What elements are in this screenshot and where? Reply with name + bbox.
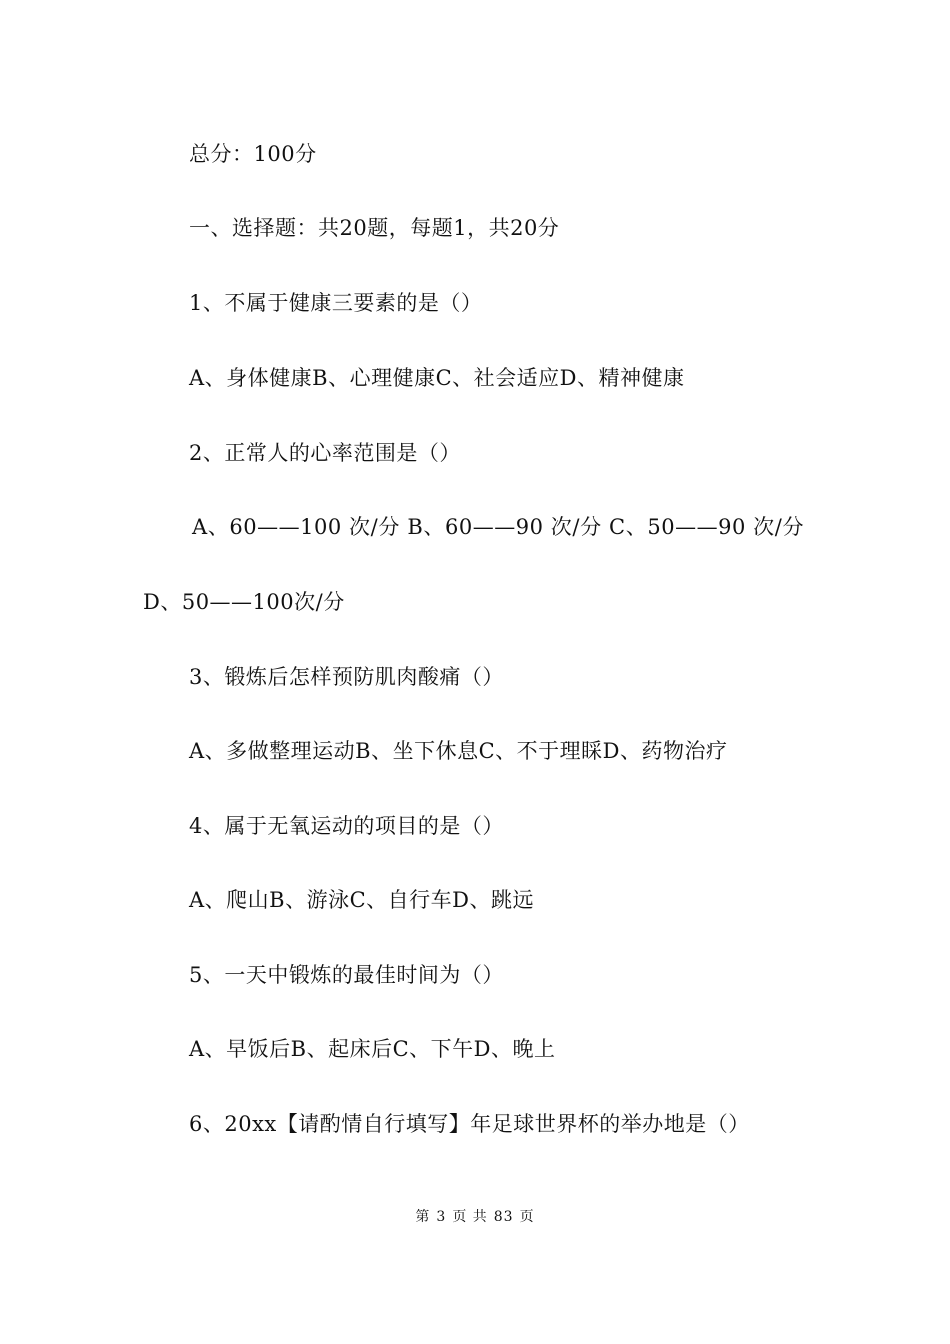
- footer-middle: 页 共: [452, 1209, 488, 1225]
- page-footer: [0, 1208, 950, 1226]
- question-6: 6、20xx【请酌情自行填写】年足球世界杯的举办地是（）: [189, 1112, 750, 1136]
- question-3-options: A、多做整理运动B、坐下休息C、不于理睬D、药物治疗: [189, 739, 728, 763]
- footer-total-pages: 83: [493, 1209, 514, 1225]
- footer-prefix: 第: [415, 1209, 431, 1225]
- question-5-options: A、早饭后B、起床后C、下午D、晚上: [189, 1037, 556, 1061]
- question-4: 4、属于无氧运动的项目的是（）: [189, 814, 504, 838]
- total-score-line: 总分：100分: [189, 142, 317, 166]
- question-2-options: A、60——100 次/分 B、60——90 次/分 C、50——90 次/分: [192, 515, 804, 539]
- section-heading: 一、选择题：共20题，每题1，共20分: [189, 216, 560, 240]
- question-2-options-continued: D、50——100次/分: [143, 590, 345, 614]
- footer-suffix: 页: [519, 1209, 535, 1225]
- question-3: 3、锻炼后怎样预防肌肉酸痛（）: [189, 665, 504, 689]
- question-5: 5、一天中锻炼的最佳时间为（）: [189, 963, 504, 987]
- question-4-options: A、爬山B、游泳C、自行车D、跳远: [189, 888, 535, 912]
- question-1-options: A、身体健康B、心理健康C、社会适应D、精神健康: [189, 366, 685, 390]
- footer-current-page: 3: [436, 1209, 447, 1225]
- question-1: 1、不属于健康三要素的是（）: [189, 291, 483, 315]
- question-2: 2、正常人的心率范围是（）: [189, 441, 461, 465]
